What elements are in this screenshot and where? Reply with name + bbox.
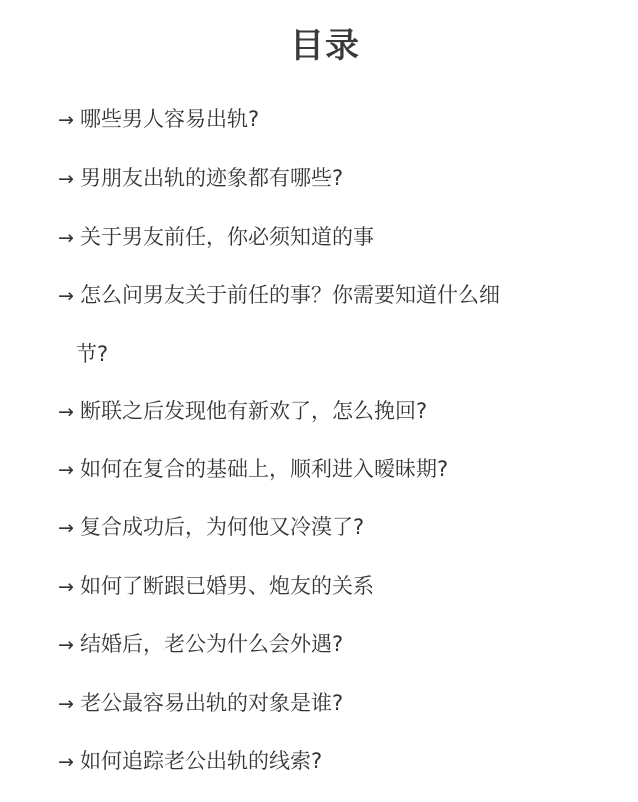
arrow-right-icon: → [58, 517, 74, 539]
arrow-right-icon: → [58, 459, 74, 481]
toc-item-label: 男朋友出轨的迹象都有哪些? [80, 166, 344, 190]
arrow-right-icon: → [58, 751, 74, 773]
page-title: 目录 [290, 26, 360, 66]
toc-item-label: 哪些男人容易出轨? [80, 107, 260, 131]
toc-item[interactable] [58, 629, 618, 660]
toc-item-label: 如何了断跟已婚男、炮友的关系 [80, 574, 374, 598]
arrow-right-icon: → [58, 401, 74, 423]
toc-item[interactable] [58, 512, 618, 543]
toc-item-continuation[interactable]: 节? [76, 342, 109, 366]
toc-item[interactable] [58, 396, 618, 427]
arrow-right-icon: → [58, 109, 74, 131]
arrow-right-icon: → [58, 634, 74, 656]
toc-item[interactable] [58, 280, 618, 311]
arrow-right-icon: → [58, 576, 74, 598]
toc-item-label: 如何追踪老公出轨的线索? [80, 749, 323, 773]
arrow-right-icon: → [58, 285, 74, 307]
arrow-right-icon: → [58, 168, 74, 190]
toc-item[interactable] [58, 571, 618, 602]
toc-item-label: 老公最容易出轨的对象是谁? [80, 691, 344, 715]
arrow-right-icon: → [58, 227, 74, 249]
toc-item-label: 结婚后，老公为什么会外遇? [80, 632, 344, 656]
toc-item[interactable] [58, 104, 618, 135]
toc-item-label: 怎么问男友关于前任的事？你需要知道什么细 [80, 283, 500, 307]
toc-item[interactable] [58, 454, 618, 485]
toc-item[interactable] [58, 688, 618, 719]
toc-item-label: 关于男友前任，你必须知道的事 [80, 225, 374, 249]
toc-item[interactable] [58, 222, 618, 253]
toc-item-label: 如何在复合的基础上，顺利进入暧昧期? [80, 457, 449, 481]
toc-item-label: 断联之后发现他有新欢了，怎么挽回? [80, 399, 428, 423]
toc-item[interactable] [58, 746, 618, 777]
toc-item-label: 复合成功后，为何他又冷漠了? [80, 515, 365, 539]
toc-item[interactable] [58, 163, 618, 194]
arrow-right-icon: → [58, 693, 74, 715]
